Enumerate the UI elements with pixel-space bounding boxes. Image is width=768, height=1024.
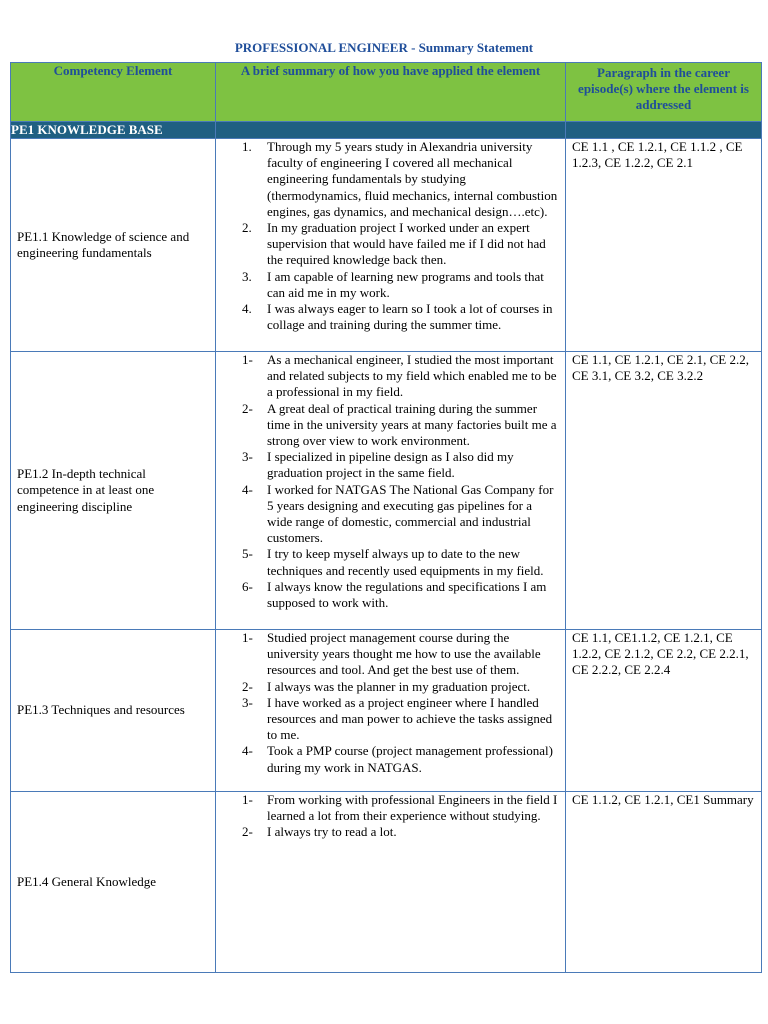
- header-competency-element: Competency Element: [11, 63, 216, 122]
- header-brief-summary: A brief summary of how you have applied the element: [216, 63, 566, 122]
- list-number: 1-: [242, 630, 253, 645]
- summary-list: [216, 792, 559, 841]
- summary-cell: [216, 352, 566, 630]
- summary-list: [216, 352, 559, 611]
- list-number: 6-: [242, 578, 253, 594]
- list-item: [216, 220, 559, 269]
- list-number: 1.: [242, 139, 252, 154]
- list-text: In my graduation project I worked under an expert supervision that would have failed me if I did not had the required knowledge back then.: [267, 220, 546, 268]
- section-title: PE1 KNOWLEDGE BASE: [11, 122, 216, 139]
- list-item: [216, 546, 559, 578]
- table-row: [11, 352, 762, 630]
- section-blank: [216, 122, 566, 139]
- summary-cell: [216, 792, 566, 973]
- list-text: I am capable of learning new programs and tools that can aid me in my work.: [267, 268, 544, 300]
- list-item: [216, 695, 559, 744]
- list-item: [216, 352, 559, 401]
- competency-element-cell: PE1.1 Knowledge of science and engineering fundamentals: [11, 139, 216, 352]
- list-number: 4-: [242, 481, 253, 497]
- table-row: [11, 630, 762, 792]
- list-text: Through my 5 years study in Alexandria university faculty of engineering I covered all mechanical engineering fundamentals by studying (thermodynamics, fluid mechanics, internal combustion engines, gas dynamics, and mechanical design….etc).: [267, 139, 558, 219]
- table-row: [11, 139, 762, 352]
- list-item: [216, 824, 559, 840]
- table-header-row: [11, 63, 762, 122]
- competency-element-cell: PE1.4 General Knowledge: [11, 792, 216, 973]
- section-blank: [566, 122, 762, 139]
- list-number: 2-: [242, 824, 253, 840]
- list-number: 1-: [242, 792, 253, 807]
- list-item: [216, 630, 559, 679]
- career-episode-refs: CE 1.1, CE1.1.2, CE 1.2.1, CE 1.2.2, CE 2.1.2, CE 2.2, CE 2.2.1, CE 2.2.2, CE 2.2.4: [566, 630, 762, 792]
- list-text: A great deal of practical training during the summer time in the university years at many factories built me a strong over view to work environment.: [267, 400, 557, 449]
- competency-element-cell: PE1.3 Techniques and resources: [11, 630, 216, 792]
- list-text: I worked for NATGAS The National Gas Company for 5 years designing and executing gas pipelines for a wide range of domestic, commercial and industrial customers.: [267, 481, 554, 546]
- list-text: Studied project management course during the university years thought me how to use the available resources and tool. And get the best use of them.: [267, 630, 541, 678]
- list-number: 2-: [242, 678, 253, 694]
- career-episode-refs: CE 1.1, CE 1.2.1, CE 2.1, CE 2.2, CE 3.1, CE 3.2, CE 3.2.2: [566, 352, 762, 630]
- list-number: 3.: [242, 268, 252, 284]
- list-item: [216, 301, 559, 333]
- summary-cell: [216, 630, 566, 792]
- list-text: I always know the regulations and specifications I am supposed to work with.: [267, 578, 547, 611]
- list-item: [216, 743, 559, 775]
- career-episode-refs: CE 1.1.2, CE 1.2.1, CE1 Summary: [566, 792, 762, 973]
- section-row: [11, 122, 762, 139]
- list-text: I always try to read a lot.: [267, 824, 397, 840]
- list-number: 3-: [242, 449, 253, 465]
- list-text: I always was the planner in my graduation project.: [267, 678, 531, 694]
- list-item: [216, 579, 559, 611]
- list-item: [216, 401, 559, 450]
- career-episode-refs: CE 1.1 , CE 1.2.1, CE 1.1.2 , CE 1.2.3, CE 1.2.2, CE 2.1: [566, 139, 762, 352]
- list-text: I specialized in pipeline design as I also did my graduation project in the same field.: [267, 449, 514, 481]
- list-number: 5-: [242, 546, 253, 562]
- list-item: [216, 139, 559, 220]
- list-text: From working with professional Engineers in the field I learned a lot from their experience without studying.: [267, 792, 558, 824]
- list-text: I was always eager to learn so I took a lot of courses in collage and training during the summer time.: [267, 301, 553, 333]
- list-item: [216, 679, 559, 695]
- list-item: [216, 449, 559, 481]
- list-text: I try to keep myself always up to date to the new techniques and recently used equipments in my field.: [267, 546, 544, 578]
- list-text: As a mechanical engineer, I studied the most important and related subjects to my field which enabled me to be a professional in my field.: [267, 352, 557, 400]
- header-career-episode-paragraph: Paragraph in the career episode(s) where the element is addressed: [566, 63, 762, 122]
- summary-statement-table: [10, 62, 762, 973]
- list-item: [216, 792, 559, 824]
- competency-element-cell: PE1.2 In-depth technical competence in at least one engineering discipline: [11, 352, 216, 630]
- document-title: PROFESSIONAL ENGINEER - Summary Statement: [234, 40, 534, 55]
- table-row: [11, 792, 762, 973]
- list-number: 4.: [242, 301, 252, 317]
- list-item: [216, 482, 559, 547]
- summary-cell: [216, 139, 566, 352]
- list-text: I have worked as a project engineer where I handled resources and man power to achieve the tasks assigned to me.: [267, 694, 553, 743]
- summary-list: [216, 139, 559, 333]
- list-number: 2-: [242, 400, 253, 416]
- list-number: 2.: [242, 220, 252, 236]
- list-number: 3-: [242, 694, 253, 710]
- list-text: Took a PMP course (project management professional) during my work in NATGAS.: [267, 743, 553, 775]
- list-number: 1-: [242, 352, 253, 367]
- list-item: [216, 269, 559, 301]
- list-number: 4-: [242, 743, 253, 759]
- summary-list: [216, 630, 559, 776]
